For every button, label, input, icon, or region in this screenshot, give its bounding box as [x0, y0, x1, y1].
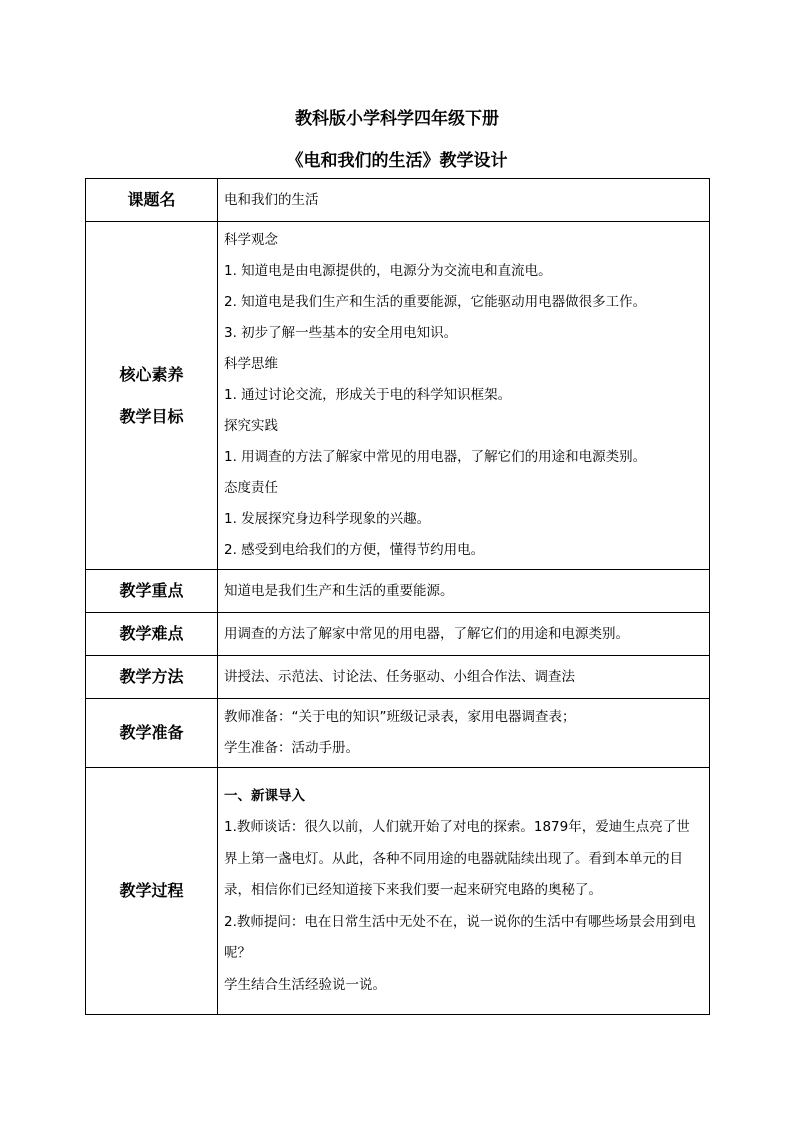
goal-line: 1. 通过讨论交流，形成关于电的科学知识框架。 [224, 387, 512, 403]
goals-label [86, 222, 218, 570]
method-value: 讲授法、示范法、讨论法、任务驱动、小组合作法、调查法 [218, 656, 710, 699]
document-title: 教科版小学科学四年级下册 [295, 109, 499, 129]
lesson-plan-table [85, 178, 710, 1015]
goal-line: 1. 用调查的方法了解家中常见的用电器，了解它们的用途和电源类别。 [224, 449, 647, 465]
row-goals [86, 222, 710, 570]
process-paragraph: 1.教师谈话：很久以前，人们就开始了对电的探索。1879年，爱迪生点亮了世界上第一盏电灯。从此，各种不同用途的电器就陆续出现了。看到本单元的目录，相信你们已经知道接下来我们要一起来研究电路的奥秘了。 [224, 819, 690, 899]
difficulty-label: 教学难点 [86, 613, 218, 656]
method-label: 教学方法 [86, 656, 218, 699]
row-method [86, 656, 710, 699]
preparation-line: 教师准备：“关于电的知识”班级记录表，家用电器调查表； [224, 709, 576, 725]
row-difficulty [86, 613, 710, 656]
topic-label: 课题名 [86, 179, 218, 222]
process-paragraph: 学生结合生活经验说一说。 [224, 976, 386, 993]
goals-content [218, 222, 710, 570]
topic-value: 电和我们的生活 [218, 179, 710, 222]
goal-line: 科学观念 [224, 232, 278, 248]
goal-line: 探究实践 [224, 418, 278, 434]
preparation-label: 教学准备 [86, 699, 218, 768]
key-point-label: 教学重点 [86, 570, 218, 613]
row-topic [86, 179, 710, 222]
goal-line: 2. 知道电是我们生产和生活的重要能源，它能驱动用电器做很多工作。 [224, 294, 647, 310]
goal-line: 1. 知道电是由电源提供的，电源分为交流电和直流电。 [224, 263, 552, 279]
goals-label-line2: 教学目标 [119, 406, 184, 426]
goal-line: 2. 感受到电给我们的方便，懂得节约用电。 [224, 542, 485, 558]
process-paragraph: 2.教师提问：电在日常生活中无处不在，说一说你的生活中有哪些场景会用到电呢？ [224, 913, 696, 962]
goal-line: 3. 初步了解一些基本的安全用电知识。 [224, 325, 458, 341]
goal-line: 1. 发展探究身边科学现象的兴趣。 [224, 511, 431, 527]
process-content [218, 768, 710, 1015]
row-process [86, 768, 710, 1015]
key-point-value: 知道电是我们生产和生活的重要能源。 [218, 570, 710, 613]
goal-line: 科学思维 [224, 356, 278, 372]
difficulty-value: 用调查的方法了解家中常见的用电器，了解它们的用途和电源类别。 [218, 613, 710, 656]
document-subtitle: 《电和我们的生活》教学设计 [286, 151, 508, 171]
process-label: 教学过程 [86, 768, 218, 1015]
preparation-line: 学生准备：活动手册。 [224, 740, 359, 756]
row-key-point [86, 570, 710, 613]
preparation-content [218, 699, 710, 768]
goal-line: 态度责任 [224, 480, 278, 496]
process-heading: 一、新课导入 [224, 787, 305, 804]
row-preparation [86, 699, 710, 768]
goals-label-line1: 核心素养 [119, 364, 184, 384]
